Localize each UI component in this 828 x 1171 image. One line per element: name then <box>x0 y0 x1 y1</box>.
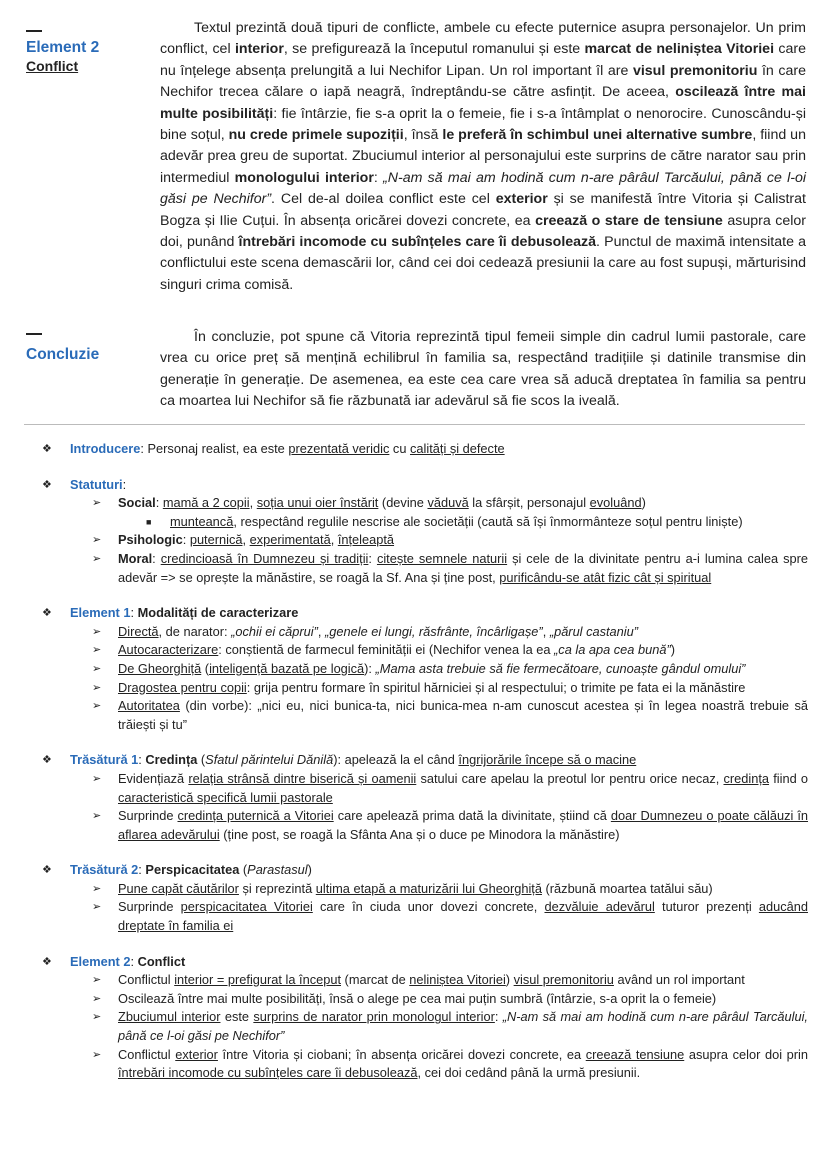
note-item <box>42 531 808 550</box>
diamond-bullet-icon: ❖ <box>42 443 52 455</box>
note-item-text: Moral: credincioasă în Dumnezeu și tradiții: citește semnele naturii și cele de la divinitate pentru a-i lumina calea spre adevăr => se oprește la mănăstire, se roagă la Sf. Ana și ține post, purificându-se atât fizic cât și spiritual <box>118 550 808 585</box>
note-block <box>42 440 808 459</box>
arrow-bullet-icon: ➢ <box>92 644 102 657</box>
note-block <box>42 953 808 1083</box>
dash-divider <box>26 333 42 335</box>
arrow-bullet-icon: ➢ <box>92 810 102 823</box>
note-item <box>42 494 808 513</box>
note-item <box>42 898 808 935</box>
conflict-paragraph <box>160 18 806 296</box>
section-label: Element 2 <box>26 39 100 56</box>
note-heading-text: Trăsătură 1: Credința (Sfatul părintelui Dănilă): apelează la el când îngrijorările începe să o macine <box>70 752 637 768</box>
note-item-text: Psihologic: puternică, experimentată, înțeleaptă <box>118 532 395 548</box>
dash-divider <box>26 30 42 32</box>
note-item-text: Surprinde credința puternică a Vitoriei care apelează prima dată la divinitate, știind că doar Dumnezeu o poate călăuzi în aflarea adevărului (ține post, se roagă la Sfânta Ana și o duce pe Minodora la mănăstire) <box>118 808 809 842</box>
arrow-bullet-icon: ➢ <box>92 662 102 675</box>
arrow-bullet-icon: ➢ <box>92 700 102 713</box>
diamond-bullet-icon: ❖ <box>42 478 52 491</box>
note-item <box>42 807 808 844</box>
note-block <box>42 476 808 588</box>
arrow-bullet-icon: ➢ <box>92 1048 102 1061</box>
arrow-bullet-icon: ➢ <box>92 882 102 895</box>
note-item <box>42 641 808 660</box>
note-item <box>42 623 808 642</box>
note-item <box>42 971 808 990</box>
note-item-text: Pune capăt căutărilor și reprezintă ultima etapă a maturizării lui Gheorghiță (răzbună moartea tatălui său) <box>118 880 713 896</box>
note-item-text: Evidențiază relația strânsă dintre biserică și oamenii satului care apelau la preotul lor pentru orice necaz, credința fiind o caracteristică specifică lumii pastorale <box>118 770 808 805</box>
note-block <box>42 751 808 844</box>
horizontal-divider <box>24 424 805 425</box>
note-item-text: Zbuciumul interior este surprins de narator prin monologul interior: „N-am să mai am hodină cum n-are pârâul Tarcăului, până ce l-oi găsi pe Nechifor” <box>118 1009 808 1044</box>
note-item <box>42 660 808 679</box>
diamond-bullet-icon: ❖ <box>42 607 52 620</box>
note-item-text: Oscilează între mai multe posibilități, însă o alege pe cea mai puțin sumbră (întârzie, s-a oprit la o femeie) <box>118 990 717 1006</box>
note-item <box>42 1046 808 1083</box>
note-heading <box>42 440 808 459</box>
arrow-bullet-icon: ➢ <box>92 992 102 1005</box>
note-item <box>42 513 808 532</box>
arrow-bullet-icon: ➢ <box>92 1011 102 1024</box>
note-heading <box>42 476 808 495</box>
diamond-bullet-icon: ❖ <box>42 955 52 968</box>
note-item-text: Conflictul interior = prefigurat la început (marcat de neliniștea Vitoriei) visul premonitoriu având un rol important <box>118 972 745 988</box>
arrow-bullet-icon: ➢ <box>92 625 102 638</box>
diamond-bullet-icon: ❖ <box>42 864 52 877</box>
diamond-bullet-icon: ❖ <box>42 754 52 767</box>
note-item <box>42 679 808 698</box>
arrow-bullet-icon: ➢ <box>92 974 102 987</box>
arrow-bullet-icon: ➢ <box>92 497 102 510</box>
note-item-text: Surprinde perspicacitatea Vitoriei care în ciuda unor dovezi concrete, dezvăluie adevărul tuturor prezenți aducând dreptate în familia ei <box>118 899 808 934</box>
note-heading-text: Trăsătură 2: Perspicacitatea (Parastasul) <box>70 862 312 878</box>
note-item <box>42 697 808 734</box>
note-item-text: Autoritatea (din vorbe): „nici eu, nici bunica-ta, nici bunica-mea n-am cunoscut acestea și în legea noastră trebuie să trăiești și tu” <box>118 698 808 732</box>
note-item <box>42 770 808 807</box>
note-item-text: Autocaracterizare: conștientă de farmecul feminității ei (Nechifor venea la ea „ca la apa cea bună”) <box>118 642 675 658</box>
section-sublabel: Conflict <box>26 58 79 74</box>
note-heading <box>42 751 808 770</box>
section-marker <box>26 30 146 74</box>
note-item-text: De Gheorghiță (inteligență bazată pe logică): „Mama asta trebuie să fie fermecătoare, cunoaște gândul omului” <box>118 660 746 676</box>
arrow-bullet-icon: ➢ <box>92 552 102 565</box>
conclusion-paragraph <box>160 327 806 413</box>
note-item <box>42 550 808 587</box>
note-heading <box>42 604 808 623</box>
note-heading <box>42 953 808 972</box>
note-heading <box>42 861 808 880</box>
note-item-text: Directă, de narator: „ochii ei căprui”, „genele ei lungi, răsfrânte, încârligașe”, „părul castaniu” <box>118 623 639 639</box>
note-block <box>42 604 808 734</box>
arrow-bullet-icon: ➢ <box>92 681 102 694</box>
note-heading-text: Element 2: Conflict <box>70 953 186 969</box>
note-heading-text: Element 1: Modalități de caracterizare <box>70 605 299 621</box>
arrow-bullet-icon: ➢ <box>92 772 102 785</box>
note-item-text: Conflictul exterior între Vitoria și ciobani; în absența oricărei dovezi concrete, ea creează tensiune asupra celor doi prin întrebări incomode cu subînțeles care îi debusolează, cei doi cedând până la urmă presiunii. <box>118 1046 808 1081</box>
note-item-text: Dragostea pentru copii: grija pentru formare în spiritul hărniciei și al respectului; o trimite pe fata ei la mănăstire <box>118 679 746 695</box>
note-heading-text: Statuturi: <box>70 476 127 492</box>
note-heading-text: Introducere: Personaj realist, ea este prezentată veridic cu calități și defecte <box>70 441 505 456</box>
note-item <box>42 1008 808 1045</box>
note-item <box>42 880 808 899</box>
section-marker <box>26 333 146 365</box>
paragraph-text: În concluzie, pot spune că Vitoria reprezintă tipul femeii simple din cadrul lumii pastorale, care vrea cu orice preț să mențină echilibrul în familia sa, respectând tradițiile și datinile transmise din generație în generație. De asemenea, ea este cea care vrea să aducă dreptatea în familia sa pentru ca moartea lui Nechifor să fie răzbunată iar adevărul să fie scos la iveală. <box>160 329 806 410</box>
paragraph-text: Textul prezintă două tipuri de conflicte, ambele cu efecte puternice asupra personajelor. Un prim conflict, cel interior, se prefigurează la începutul romanului și este marcat de neliniștea Vitoriei care nu înțelege absența prelungită a lui Nechifor Lipan. Un rol important îl are visul premonitoriu în care Nechifor trecea călare o iapă neagră, îndreptându-se către asfințit. De aceea, oscilează între mai multe posibilități: fie întârzie, fie s-a oprit la o femeie, fie i s-a întâmplat o nenorocire. Cunoscându-și bine soțul, nu crede primele supoziții, însă le preferă în schimbul unei alternative sumbre, fiind un adevăr prea greu de suportat. Zbuciumul interior al personajului este surprins de către narator sau prin intermediul monologului interior: „N-am să mai am hodină cum n-are pârâul Tarcăului, până ce l-oi găsi pe Nechifor”. Cel de-al doilea conflict este cel exterior și se manifestă între Vitoria și Calistrat Bogza și Ilie Cuțui. În absența oricărei dovezi concrete, ea creează o stare de tensiune asupra celor doi, punând întrebări incomode cu subînțeles care îi debusolează. Punctul de maximă intensitate a conflictului este scena demascării lor, când cei doi cedează presiunii la care au fost supuși, mărturisind singuri crima comisă. <box>160 20 807 293</box>
section-label: Concluzie <box>26 346 100 363</box>
arrow-bullet-icon: ➢ <box>92 534 102 547</box>
arrow-bullet-icon: ➢ <box>92 901 102 914</box>
note-item <box>42 990 808 1009</box>
square-bullet-icon: ■ <box>146 516 152 527</box>
note-item-text: Social: mamă a 2 copii, soția unui oier înstărit (devine văduvă la sfârșit, personajul evoluând) <box>118 495 646 511</box>
note-block <box>42 861 808 935</box>
summary-notes <box>42 440 808 1100</box>
note-item-text: munteancă, respectând regulile nescrise ale societății (caută să își înmormânteze soțul pentru liniște) <box>170 513 743 529</box>
